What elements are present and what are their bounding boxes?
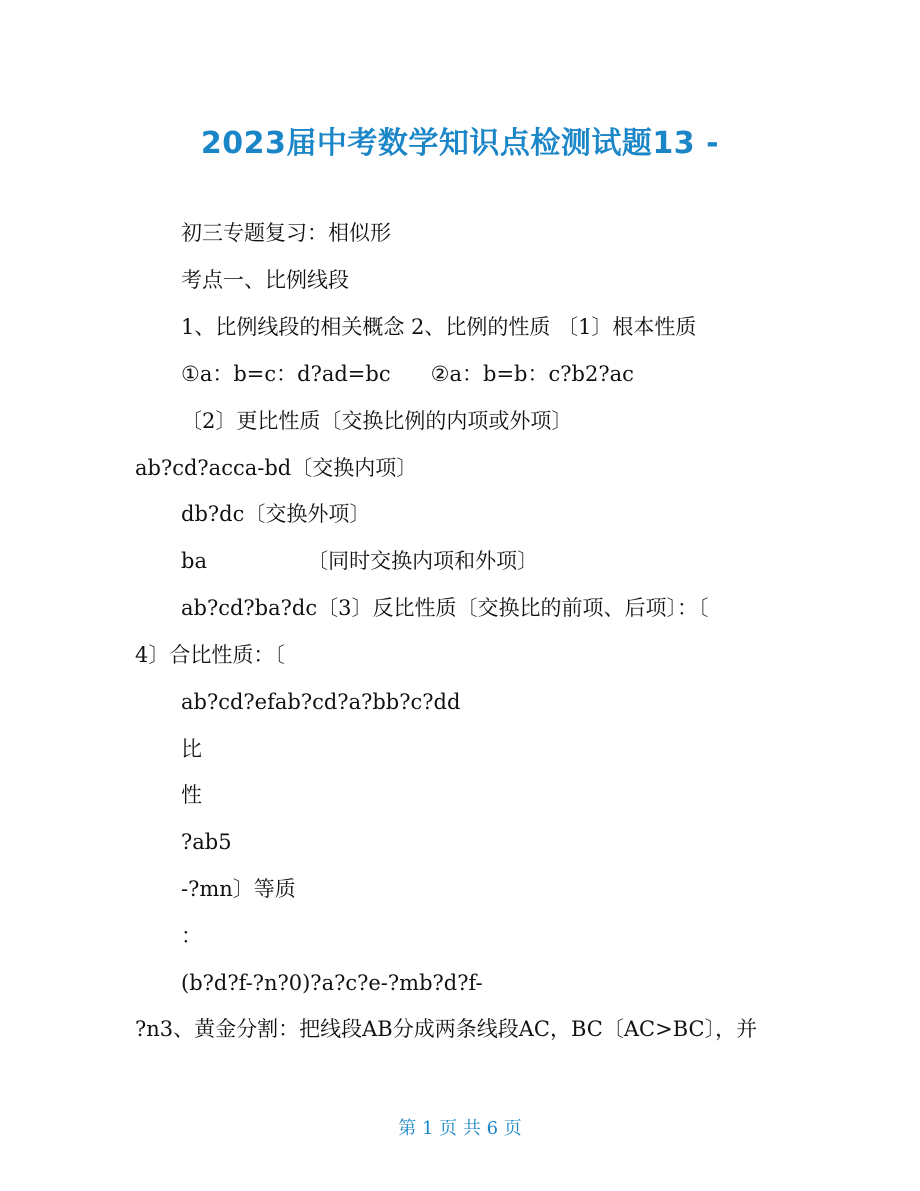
text-line: db?dc〔交换外项〕 <box>181 502 371 526</box>
text-line: 〔2〕更比性质〔交换比例的内项或外项〕 <box>181 409 573 433</box>
text-line: (b?d?f-?n?0)?a?c?e-?mb?d?f- <box>181 971 483 995</box>
text-line: ab?cd?acca-bd〔交换内项〕 <box>135 456 418 480</box>
text-line: ab?cd?ba?dc〔3〕反比性质〔交换比的前项、后项〕：〔 <box>181 596 709 620</box>
text-line: -?mn〕等质 <box>181 877 296 901</box>
text-line: 比 <box>181 737 202 761</box>
text-line: 初三专题复习：相似形 <box>181 221 391 245</box>
text-line: ba 〔同时交换内项和外项〕 <box>181 549 539 573</box>
text-line: 4〕合比性质：〔 <box>135 643 285 667</box>
text-line: ： <box>181 924 202 948</box>
text-line: ab?cd?efab?cd?a?bb?c?dd <box>181 690 461 714</box>
document-title: 2023届中考数学知识点检测试题13 - <box>200 126 720 161</box>
text-line: ?n3、黄金分割：把线段AB分成两条线段AC，BC〔AC>BC〕，并 <box>135 1017 758 1041</box>
page-footer: 第 1 页 共 6 页 <box>398 1118 522 1139</box>
text-line: ?ab5 <box>181 830 232 854</box>
text-line: 性 <box>181 783 202 807</box>
text-line: 考点一、比例线段 <box>181 268 349 292</box>
text-line: 1、比例线段的相关概念 2、比例的性质 〔1〕根本性质 <box>181 315 697 339</box>
text-line: ①a：b=c：d?ad=bc ②a：b=b：c?b2?ac <box>181 362 634 386</box>
